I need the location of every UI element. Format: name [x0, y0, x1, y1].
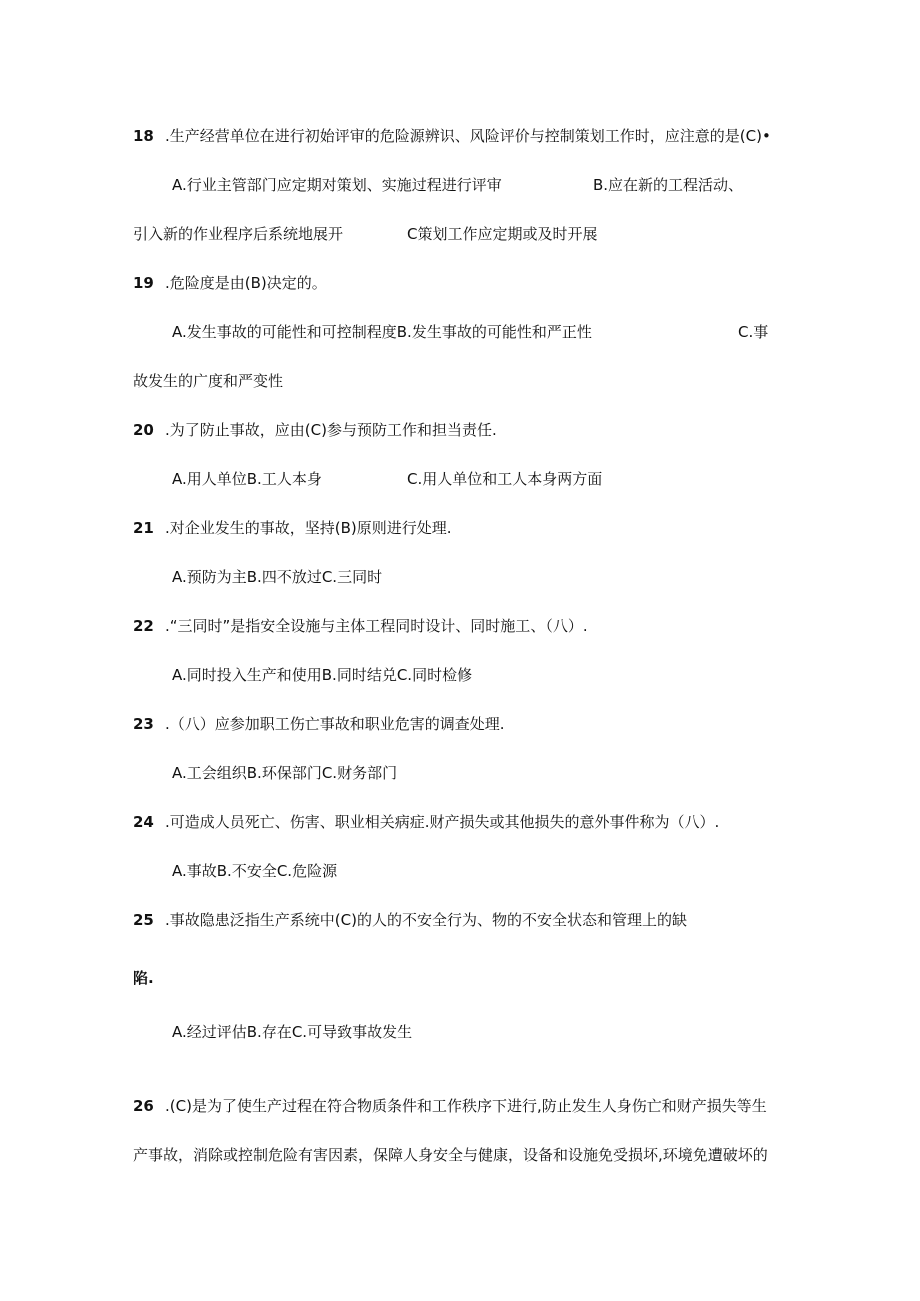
option-text: C策划工作应定期或及时开展 — [407, 225, 598, 243]
option-text: C.用人单位和工人本身两方面 — [407, 470, 603, 488]
question-stem: .（八）应参加职工伤亡事故和职业危害的调查处理. — [165, 715, 505, 733]
option-text: 引入新的作业程序后系统地展开 — [133, 225, 344, 243]
option-text: C.事 — [738, 323, 769, 341]
question-number: 23 — [133, 715, 154, 733]
question-stem: .生产经营单位在进行初始评审的危险源辨识、风险评价与控制策划工作时，应注意的是(C)• — [165, 127, 771, 145]
question-number: 22 — [133, 617, 154, 635]
question-number: 18 — [133, 127, 154, 145]
question-stem-continuation: 产事故，消除或控制危险有害因素，保障人身安全与健康，设备和设施免受损坏,环境免遭破坏的 — [133, 1146, 768, 1164]
question-number: 25 — [133, 911, 154, 929]
option-text: A.行业主管部门应定期对策划、实施过程进行评审 — [172, 176, 502, 194]
question-number: 24 — [133, 813, 154, 831]
option-text: A.工会组织B.环保部门C.财务部门 — [172, 764, 398, 782]
question-stem: .“三同时”是指安全设施与主体工程同时设计、同时施工、（八）. — [165, 617, 588, 635]
option-text: 故发生的广度和严变性 — [133, 372, 284, 390]
option-text: A.经过评估B.存在C.可导致事故发生 — [172, 1023, 413, 1041]
question-stem: .对企业发生的事故，坚持(B)原则进行处理. — [165, 519, 452, 537]
option-text: A.用人单位B.工人本身 — [172, 470, 322, 488]
question-stem: .可造成人员死亡、伤害、职业相关病症.财产损失或其他损失的意外事件称为（八）. — [165, 813, 720, 831]
option-text: A.事故B.不安全C.危险源 — [172, 862, 338, 880]
question-number: 20 — [133, 421, 154, 439]
question-stem: .为了防止事故，应由(C)参与预防工作和担当责任. — [165, 421, 497, 439]
question-stem: .危险度是由(B)决定的。 — [165, 274, 327, 292]
option-text: A.发生事故的可能性和可控制程度B.发生事故的可能性和严正性 — [172, 323, 592, 341]
option-text: B.应在新的工程活动、 — [593, 176, 744, 194]
question-number: 21 — [133, 519, 154, 537]
question-number: 19 — [133, 274, 154, 292]
question-stem: .事故隐患泛指生产系统中(C)的人的不安全行为、物的不安全状态和管理上的缺 — [165, 911, 687, 929]
question-stem: .(C)是为了使生产过程在符合物质条件和工作秩序下进行,防止发生人身伤亡和财产损失等生 — [165, 1097, 767, 1115]
question-number: 26 — [133, 1097, 154, 1115]
option-text: A.同时投入生产和使用B.同时结兑C.同时检修 — [172, 666, 473, 684]
option-text: A.预防为主B.四不放过C.三同时 — [172, 568, 383, 586]
question-stem-continuation: 陷. — [133, 969, 154, 987]
